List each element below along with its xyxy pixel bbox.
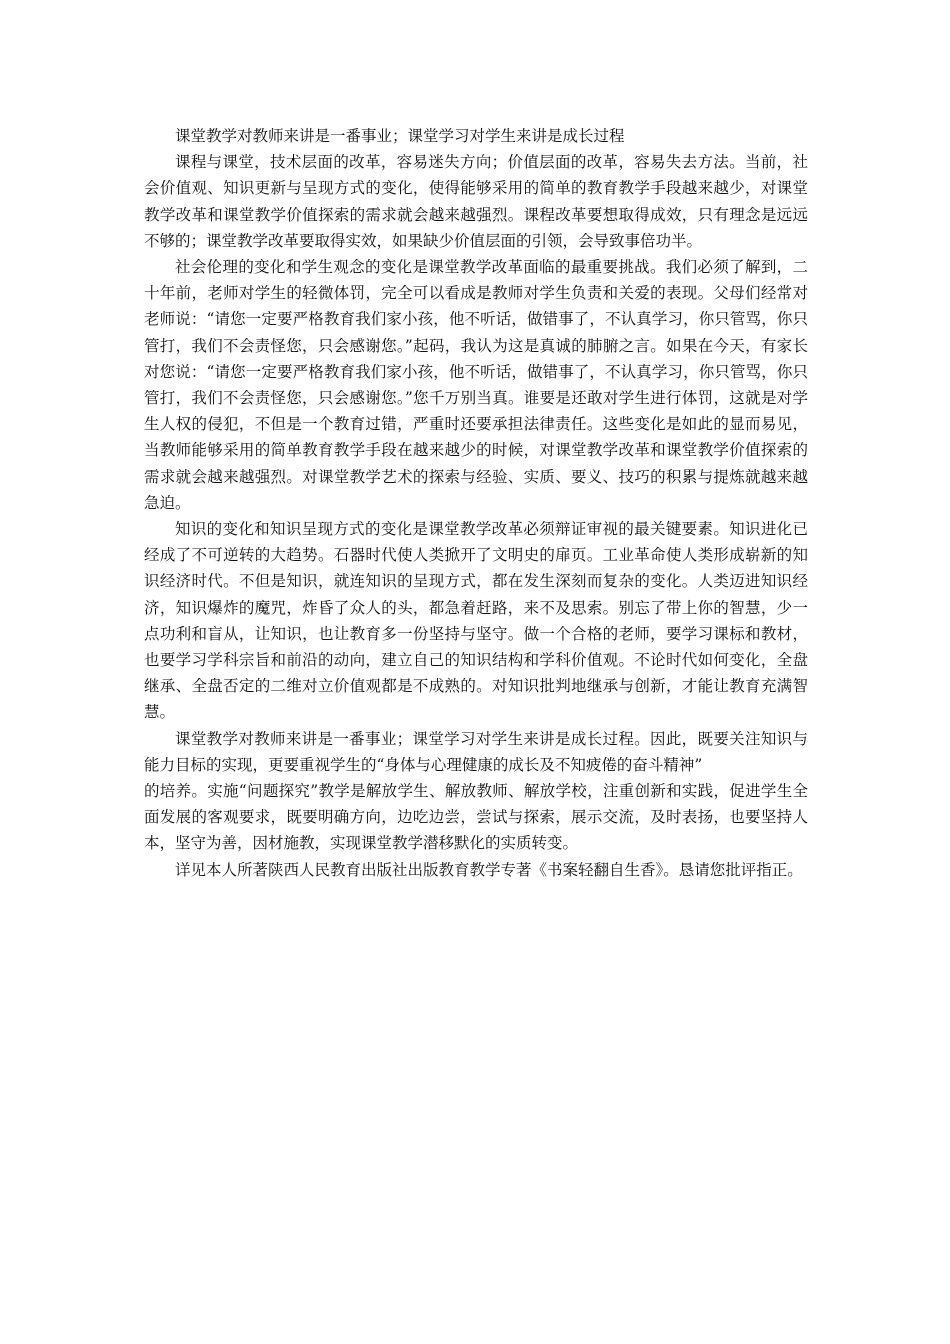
paragraph-knowledge-change: 知识的变化和知识呈现方式的变化是课堂教学改革必须辩证审视的最关键要素。知识进化已经成了不可逆转的大趋势。石器时代使人类掀开了文明史的扉页。工业革命使人类形成崭新的知识经济时代。不但是知识，就连知识的呈现方式，都在发生深刻而复杂的变化。人类迈进知识经济，知识爆炸的魔咒，炸昏了众人的头，都急着赶路，来不及思索。别忘了带上你的智慧，少一点功利和盲从，让知识，也让教育多一份坚持与坚守。做一个合格的老师，要学习课标和教材，也要学习学科宗旨和前沿的动向，建立自己的知识结构和学科价值观。不论时代如何变化，全盘继承、全盘否定的二维对立价值观都是不成熟的。对知识批判地继承与创新，才能让教育充满智慧。 <box>144 520 808 722</box>
paragraph-book-reference: 详见本人所著陕西人民教育出版社出版教育教学专著《书案轻翻自生香》。恳请您批评指正。 <box>175 860 803 879</box>
document-title: 课堂教学对教师来讲是一番事业；课堂学习对学生来讲是成长过程 <box>175 127 625 145</box>
paragraph-curriculum-reform: 课程与课堂，技术层面的改革，容易迷失方向；价值层面的改革，容易失去方法。当前，社会价值观、知识更新与呈现方式的变化，使得能够采用的简单的教育教学手段越来越少，对课堂教学改革和课堂教学价值探索的需求就会越来越强烈。课程改革要想取得成效，只有理念是远远不够的；课堂教学改革要取得实效，如果缺少价值层面的引领，会导致事倍功半。 <box>144 153 808 250</box>
paragraph-teaching-career: 课堂教学对教师来讲是一番事业；课堂学习对学生来讲是成长过程。因此，既要关注知识与能力目标的实现，更要重视学生的“身体与心理健康的成长及不知疲倦的奋斗精神” <box>144 729 808 774</box>
paragraph-cultivation: 的培养。实施“问题探究”教学是解放学生、解放教师、解放学校，注重创新和实践，促进学生全面发展的客观要求，既要明确方向，边吃边尝，尝试与探索，展示交流，及时表扬，也要坚持人本，坚守为善，因材施教，实现课堂教学潜移默化的实质转变。 <box>144 782 808 853</box>
document-body <box>144 123 808 883</box>
paragraph-social-ethics: 社会伦理的变化和学生观念的变化是课堂教学改革面临的最重要挑战。我们必须了解到，二十年前，老师对学生的轻微体罚，完全可以看成是教师对学生负责和关爱的表现。父母们经常对老师说：“请您一定要严格教育我们家小孩，他不听话，做错事了，不认真学习，你只管骂，你只管打，我们不会责怪您，只会感谢您。”起码，我认为这是真诚的肺腑之言。如果在今天，有家长对您说：“请您一定要严格教育我们家小孩，他不听话，做错事了，不认真学习，你只管骂，你只管打，我们不会责怪您，只会感谢您。”您千万别当真。谁要是还敢对学生进行体罚，这就是对学生人权的侵犯，不但是一个教育过错，严重时还要承担法律责任。这些变化是如此的显而易见，当教师能够采用的简单教育教学手段在越来越少的时候，对课堂教学改革和课堂教学价值探索的需求就会越来越强烈。对课堂教学艺术的探索与经验、实质、要义、技巧的积累与提炼就越来越急迫。 <box>144 258 808 512</box>
